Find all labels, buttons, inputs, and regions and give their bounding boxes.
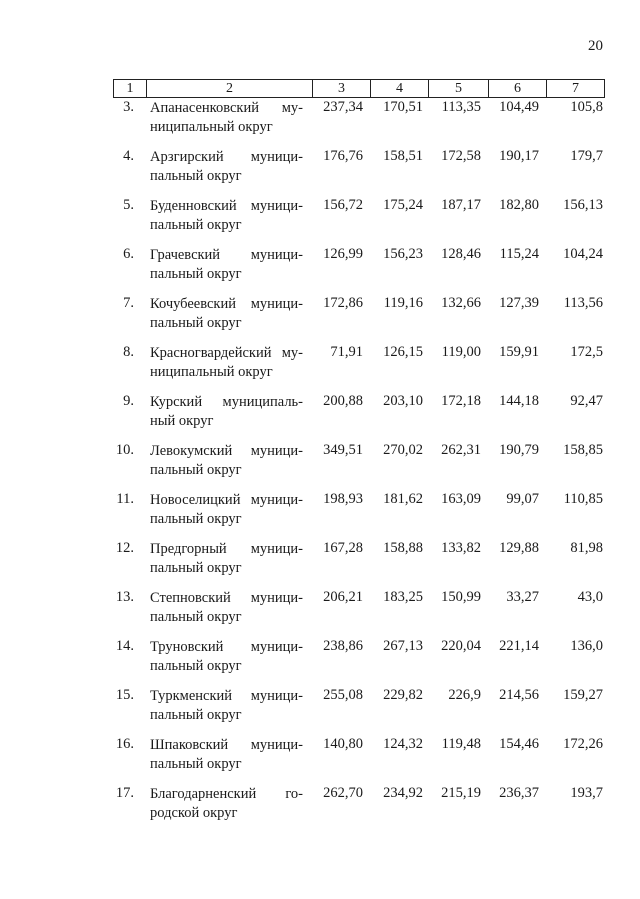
district-name	[150, 589, 303, 627]
value-col-6: 190,79	[499, 442, 539, 458]
district-name	[150, 197, 303, 235]
header-cell-3: 3	[313, 80, 371, 97]
district-name-line-2: пальный округ	[150, 315, 242, 331]
value-col-7: 113,56	[563, 295, 603, 311]
district-name-line-1: Буденновский муници-	[150, 198, 303, 214]
value-col-5: 150,99	[441, 589, 481, 605]
value-col-6: 99,07	[506, 491, 539, 507]
district-name	[150, 344, 303, 382]
value-col-6: 129,88	[499, 540, 539, 556]
district-name-line-1: Апанасенковский му-	[150, 100, 303, 116]
row-number: 9.	[123, 393, 134, 409]
row-number: 3.	[123, 99, 134, 115]
value-col-7: 179,7	[570, 148, 603, 164]
value-col-4: 124,32	[383, 736, 423, 752]
value-col-6: 127,39	[499, 295, 539, 311]
row-number: 11.	[116, 491, 134, 507]
value-col-3: 349,51	[323, 442, 363, 458]
table-row	[0, 99, 640, 139]
value-col-4: 158,51	[383, 148, 423, 164]
value-col-6: 159,91	[499, 344, 539, 360]
page-number: 20	[588, 38, 603, 54]
table-row	[0, 638, 640, 678]
value-col-5: 262,31	[441, 442, 481, 458]
district-name-line-1: Труновский муници-	[150, 639, 303, 655]
value-col-6: 221,14	[499, 638, 539, 654]
row-number: 6.	[123, 246, 134, 262]
value-col-3: 126,99	[323, 246, 363, 262]
value-col-4: 267,13	[383, 638, 423, 654]
district-name	[150, 99, 303, 137]
value-col-4: 175,24	[383, 197, 423, 213]
value-col-7: 43,0	[577, 589, 603, 605]
district-name-line-2: ниципальный округ	[150, 364, 273, 380]
table-row	[0, 148, 640, 188]
value-col-6: 214,56	[499, 687, 539, 703]
header-cell-2: 2	[147, 80, 313, 97]
value-col-4: 183,25	[383, 589, 423, 605]
district-name-line-2: родской округ	[150, 805, 238, 821]
row-number: 16.	[115, 736, 134, 752]
value-col-5: 172,18	[441, 393, 481, 409]
district-name	[150, 736, 303, 774]
district-name	[150, 540, 303, 578]
district-name-line-1: Степновский муници-	[150, 590, 303, 606]
district-name-line-1: Арзгирский муници-	[150, 149, 303, 165]
value-col-3: 167,28	[323, 540, 363, 556]
header-cell-5: 5	[429, 80, 489, 97]
value-col-7: 172,5	[570, 344, 603, 360]
district-name	[150, 295, 303, 333]
value-col-5: 220,04	[441, 638, 481, 654]
value-col-5: 172,58	[441, 148, 481, 164]
value-col-7: 159,27	[563, 687, 603, 703]
value-col-5: 132,66	[441, 295, 481, 311]
value-col-6: 182,80	[499, 197, 539, 213]
value-col-7: 158,85	[563, 442, 603, 458]
row-number: 17.	[115, 785, 134, 801]
row-number: 14.	[115, 638, 134, 654]
value-col-4: 229,82	[383, 687, 423, 703]
district-name-line-2: пальный округ	[150, 266, 242, 282]
district-name	[150, 687, 303, 725]
value-col-7: 136,0	[570, 638, 603, 654]
district-name-line-1: Курский муниципаль-	[150, 394, 303, 410]
row-number: 7.	[123, 295, 134, 311]
value-col-4: 126,15	[383, 344, 423, 360]
value-col-3: 255,08	[323, 687, 363, 703]
district-name-line-2: пальный округ	[150, 609, 242, 625]
district-name-line-1: Благодарненский го-	[150, 786, 303, 802]
district-name	[150, 785, 303, 823]
value-col-7: 172,26	[563, 736, 603, 752]
row-number: 8.	[123, 344, 134, 360]
district-name-line-1: Новоселицкий муници-	[150, 492, 303, 508]
value-col-7: 110,85	[563, 491, 603, 507]
district-name	[150, 491, 303, 529]
value-col-4: 158,88	[383, 540, 423, 556]
value-col-6: 104,49	[499, 99, 539, 115]
value-col-4: 181,62	[383, 491, 423, 507]
value-col-3: 156,72	[323, 197, 363, 213]
value-col-7: 105,8	[570, 99, 603, 115]
row-number: 13.	[115, 589, 134, 605]
value-col-5: 128,46	[441, 246, 481, 262]
value-col-4: 270,02	[383, 442, 423, 458]
value-col-4: 203,10	[383, 393, 423, 409]
value-col-6: 154,46	[499, 736, 539, 752]
value-col-7: 193,7	[570, 785, 603, 801]
table-row	[0, 687, 640, 727]
value-col-6: 190,17	[499, 148, 539, 164]
value-col-3: 172,86	[323, 295, 363, 311]
district-name-line-2: ный округ	[150, 413, 214, 429]
value-col-5: 119,48	[441, 736, 481, 752]
value-col-7: 81,98	[570, 540, 603, 556]
value-col-3: 262,70	[323, 785, 363, 801]
value-col-5: 113,35	[441, 99, 481, 115]
value-col-5: 163,09	[441, 491, 481, 507]
value-col-3: 140,80	[323, 736, 363, 752]
value-col-4: 170,51	[383, 99, 423, 115]
district-name	[150, 148, 303, 186]
value-col-4: 156,23	[383, 246, 423, 262]
table-row	[0, 785, 640, 825]
header-cell-6: 6	[489, 80, 547, 97]
row-number: 4.	[123, 148, 134, 164]
table-row	[0, 540, 640, 580]
value-col-6: 236,37	[499, 785, 539, 801]
district-name-line-2: пальный округ	[150, 511, 242, 527]
header-cell-1: 1	[114, 80, 147, 97]
value-col-3: 238,86	[323, 638, 363, 654]
district-name	[150, 393, 303, 431]
district-name-line-2: пальный округ	[150, 217, 242, 233]
value-col-5: 133,82	[441, 540, 481, 556]
district-name-line-1: Предгорный муници-	[150, 541, 303, 557]
header-cell-7: 7	[547, 80, 605, 97]
value-col-3: 200,88	[323, 393, 363, 409]
row-number: 12.	[115, 540, 134, 556]
value-col-7: 92,47	[570, 393, 603, 409]
table-row	[0, 295, 640, 335]
district-name	[150, 246, 303, 284]
table-header-row	[113, 79, 605, 98]
value-col-6: 33,27	[506, 589, 539, 605]
row-number: 10.	[115, 442, 134, 458]
district-name-line-1: Шпаковский муници-	[150, 737, 303, 753]
district-name	[150, 442, 303, 480]
district-name-line-2: пальный округ	[150, 462, 242, 478]
district-name-line-1: Красногвардейский му-	[150, 345, 303, 361]
district-name-line-2: пальный округ	[150, 658, 242, 674]
row-number: 5.	[123, 197, 134, 213]
value-col-3: 198,93	[323, 491, 363, 507]
value-col-4: 119,16	[383, 295, 423, 311]
value-col-7: 156,13	[563, 197, 603, 213]
value-col-3: 71,91	[330, 344, 363, 360]
table-row	[0, 491, 640, 531]
value-col-6: 144,18	[499, 393, 539, 409]
district-name-line-1: Грачевский муници-	[150, 247, 303, 263]
value-col-7: 104,24	[563, 246, 603, 262]
district-name-line-1: Левокумский муници-	[150, 443, 303, 459]
table-row	[0, 246, 640, 286]
district-name-line-2: пальный округ	[150, 756, 242, 772]
table-row	[0, 589, 640, 629]
table-row	[0, 197, 640, 237]
district-name	[150, 638, 303, 676]
table-row	[0, 442, 640, 482]
district-name-line-2: ниципальный округ	[150, 119, 273, 135]
value-col-5: 226,9	[448, 687, 481, 703]
table-row	[0, 344, 640, 384]
header-cell-4: 4	[371, 80, 429, 97]
district-name-line-2: пальный округ	[150, 560, 242, 576]
value-col-6: 115,24	[499, 246, 539, 262]
district-name-line-1: Кочубеевский муници-	[150, 296, 303, 312]
district-name-line-2: пальный округ	[150, 168, 242, 184]
value-col-5: 187,17	[441, 197, 481, 213]
row-number: 15.	[115, 687, 134, 703]
district-name-line-1: Туркменский муници-	[150, 688, 303, 704]
value-col-5: 119,00	[441, 344, 481, 360]
district-name-line-2: пальный округ	[150, 707, 242, 723]
table-row	[0, 393, 640, 433]
value-col-3: 176,76	[323, 148, 363, 164]
value-col-3: 206,21	[323, 589, 363, 605]
table-row	[0, 736, 640, 776]
value-col-3: 237,34	[323, 99, 363, 115]
value-col-5: 215,19	[441, 785, 481, 801]
value-col-4: 234,92	[383, 785, 423, 801]
